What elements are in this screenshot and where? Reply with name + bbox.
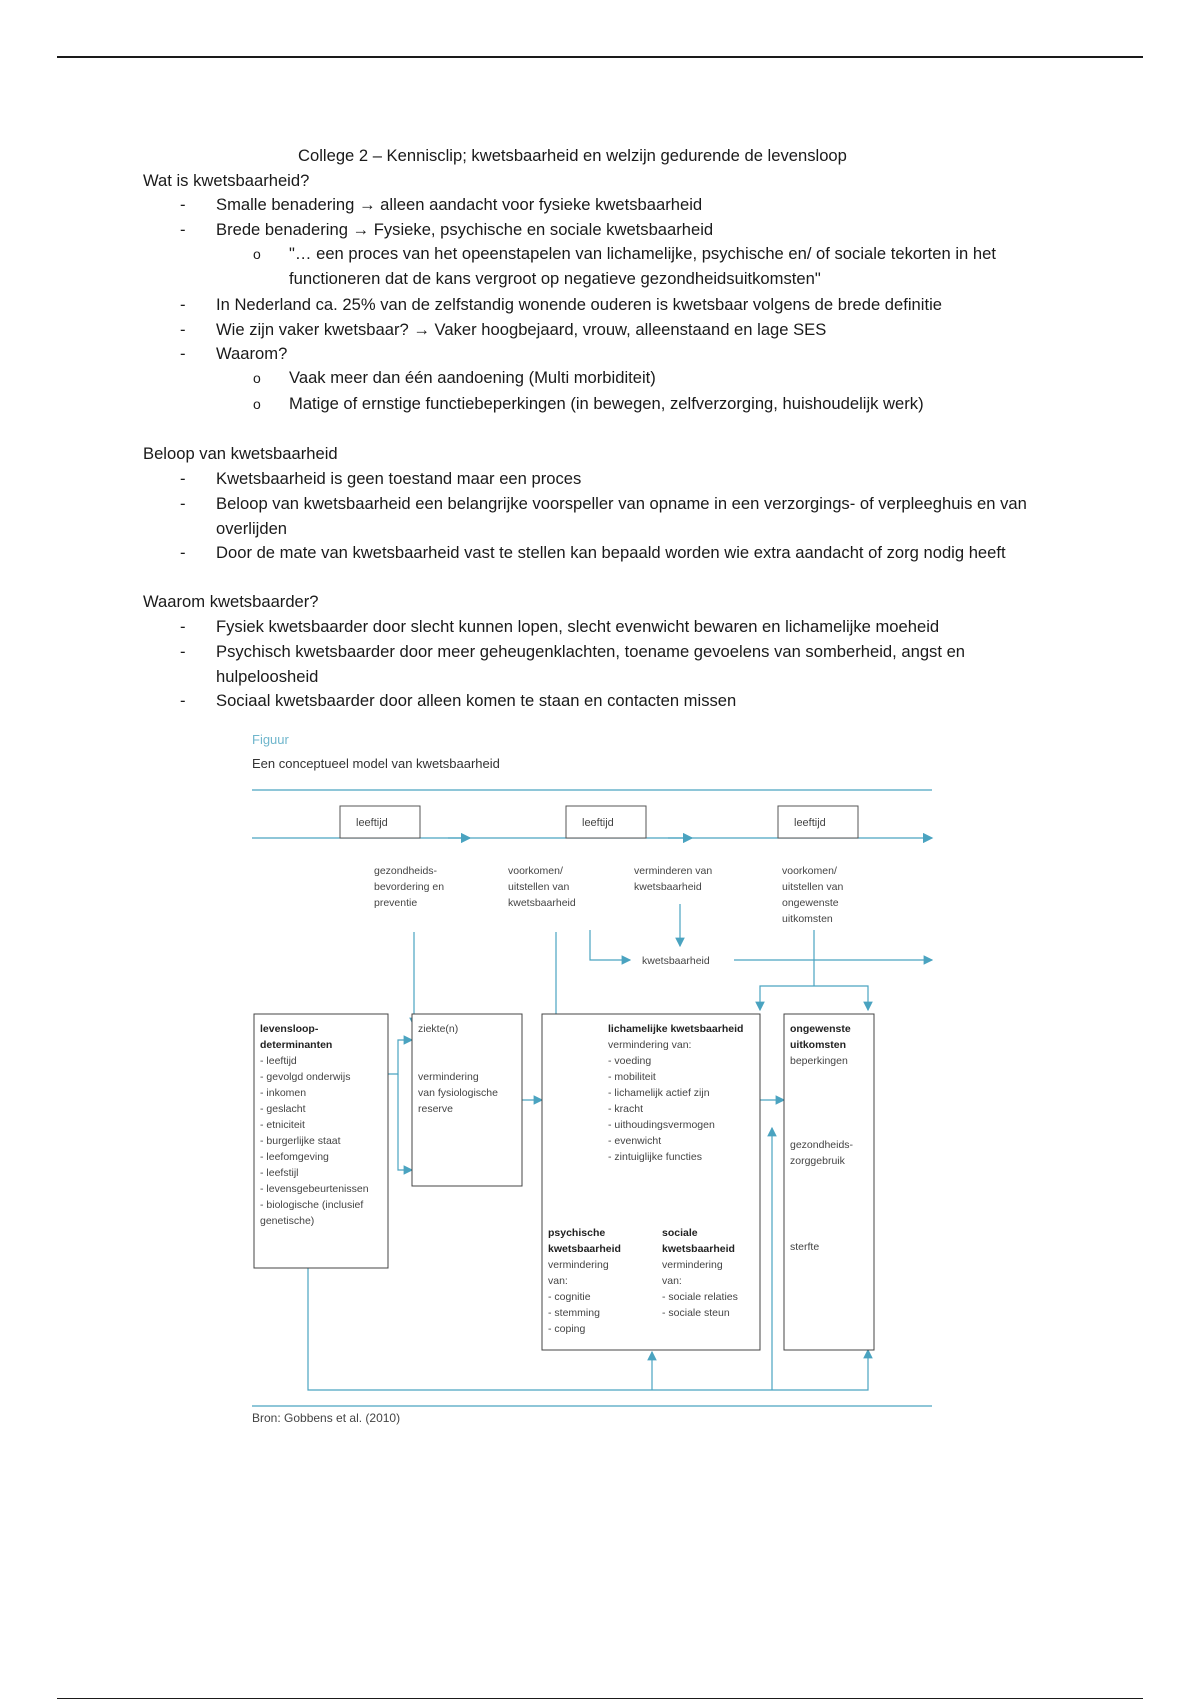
figure-caption: Een conceptueel model van kwetsbaarheid xyxy=(252,756,500,771)
uitkomsten-title-2: uitkomsten xyxy=(790,1039,847,1051)
sociaal-subtitle-2: van: xyxy=(662,1275,682,1287)
sociaal-item: - sociale steun xyxy=(662,1307,730,1319)
arrow-to-kwetsbaarheid xyxy=(590,930,630,960)
intervention-3-line-2: kwetsbaarheid xyxy=(634,881,702,893)
levensloop-title-1: levensloop- xyxy=(260,1023,319,1035)
lichamelijk-subtitle: vermindering van: xyxy=(608,1039,692,1051)
uitkomsten-item: zorggebruik xyxy=(790,1155,845,1167)
figure-label: Figuur xyxy=(252,732,289,747)
box-ziekte xyxy=(412,1014,522,1186)
levensloop-item: - leefstijl xyxy=(260,1167,299,1179)
age-label-3: leeftijd xyxy=(794,817,826,829)
sub-list-item-quote: o "… een proces van het opeenstapelen van lichamelijke, psychische en/ of sociale tekorten in het functioneren dat de kans vergroot op negatieve gezondheidsuitkomsten" xyxy=(253,244,996,288)
list-item: - Kwetsbaarheid is geen toestand maar een proces xyxy=(180,469,582,488)
sociaal-subtitle-1: vermindering xyxy=(662,1259,723,1271)
list-item: - Fysiek kwetsbaarder door slecht kunnen lopen, slecht evenwicht bewaren en lichamelijke moeheid xyxy=(180,617,940,636)
section-heading-2: Beloop van kwetsbaarheid xyxy=(143,444,338,463)
lichamelijk-item: - lichamelijk actief zijn xyxy=(608,1087,710,1099)
intervention-3-line-1: verminderen van xyxy=(634,865,713,877)
levensloop-item: - levensgebeurtenissen xyxy=(260,1183,369,1195)
list-item: - Wie zijn vaker kwetsbaar? → Vaker hoogbejaard, vrouw, alleenstaand en lage SES xyxy=(180,320,827,339)
lichamelijk-title: lichamelijke kwetsbaarheid xyxy=(608,1023,744,1035)
levensloop-item: - inkomen xyxy=(260,1087,307,1099)
uitkomsten-title-1: ongewenste xyxy=(790,1023,851,1035)
levensloop-item: - leefomgeving xyxy=(260,1151,329,1163)
intervention-2-line-3: kwetsbaarheid xyxy=(508,897,576,909)
ziekte-line-1: ziekte(n) xyxy=(418,1023,459,1035)
sociaal-title-1: sociale xyxy=(662,1227,698,1239)
lichamelijk-item: - voeding xyxy=(608,1055,652,1067)
lichamelijk-item: - zintuiglijke functies xyxy=(608,1151,702,1163)
figure-svg xyxy=(248,730,938,1430)
levensloop-item: - burgerlijke staat xyxy=(260,1135,341,1147)
psychisch-subtitle-1: vermindering xyxy=(548,1259,609,1271)
psychisch-title-2: kwetsbaarheid xyxy=(548,1243,621,1255)
levensloop-item: - leeftijd xyxy=(260,1055,297,1067)
sub-list-item: o Vaak meer dan één aandoening (Multi morbiditeit) xyxy=(253,368,656,387)
conceptual-model-figure xyxy=(248,730,938,1430)
section-heading-1: Wat is kwetsbaarheid? xyxy=(143,171,310,190)
lichamelijk-item: - uithoudingsvermogen xyxy=(608,1119,715,1131)
intervention-4-line-4: uitkomsten xyxy=(782,913,833,925)
age-label-2: leeftijd xyxy=(582,817,614,829)
intervention-4-line-2: uitstellen van xyxy=(782,881,844,893)
list-item: - Psychisch kwetsbaarder door meer geheugenklachten, toename gevoelens van somberheid, angst en hulpeloosheid xyxy=(180,642,966,686)
arrow-levensloop-ziekte-2 xyxy=(398,1074,412,1170)
intervention-4-line-1: voorkomen/ xyxy=(782,865,837,877)
intervention-1-line-1: gezondheids- xyxy=(374,865,438,877)
lichamelijk-item: - kracht xyxy=(608,1103,644,1115)
psychisch-item: - stemming xyxy=(548,1307,600,1319)
figure-source: Bron: Gobbens et al. (2010) xyxy=(252,1411,401,1425)
levensloop-item: - geslacht xyxy=(260,1103,306,1115)
uitkomsten-item: beperkingen xyxy=(790,1055,848,1067)
list-item: - Brede benadering → Fysieke, psychische en sociale kwetsbaarheid xyxy=(180,220,714,239)
footer-rule xyxy=(57,1698,1143,1699)
uitkomsten-item: sterfte xyxy=(790,1241,820,1253)
psychisch-title-1: psychische xyxy=(548,1227,606,1239)
intervention-2-line-2: uitstellen van xyxy=(508,881,570,893)
list-item: - Door de mate van kwetsbaarheid vast te stellen kan bepaald worden wie extra aandacht of zorg nodig heeft xyxy=(180,543,1006,562)
intervention-1-line-3: preventie xyxy=(374,897,418,909)
page-title: College 2 – Kennisclip; kwetsbaarheid en welzijn gedurende de levensloop xyxy=(298,146,847,165)
kwetsbaarheid-label: kwetsbaarheid xyxy=(642,955,710,967)
ziekte-line-5: reserve xyxy=(418,1103,454,1115)
levensloop-item: - etniciteit xyxy=(260,1119,305,1131)
age-label-1: leeftijd xyxy=(356,817,388,829)
arrow-to-lichamelijk-top xyxy=(760,986,814,1010)
levensloop-item: - biologische (inclusief xyxy=(260,1199,364,1211)
list-item: - Sociaal kwetsbaarder door alleen komen te staan en contacten missen xyxy=(180,691,737,710)
levensloop-item: - gevolgd onderwijs xyxy=(260,1071,351,1083)
sub-list-item: o Matige of ernstige functiebeperkingen (in bewegen, zelfverzorging, huishoudelijk werk) xyxy=(253,394,924,413)
levensloop-item: genetische) xyxy=(260,1215,315,1227)
levensloop-title-2: determinanten xyxy=(260,1039,333,1051)
intervention-1-line-2: bevordering en xyxy=(374,881,445,893)
psychisch-item: - coping xyxy=(548,1323,586,1335)
ziekte-line-3: vermindering xyxy=(418,1071,479,1083)
sociaal-item: - sociale relaties xyxy=(662,1291,738,1303)
lichamelijk-item: - mobiliteit xyxy=(608,1071,656,1083)
list-item: - Waarom? xyxy=(180,344,288,363)
section-heading-3: Waarom kwetsbaarder? xyxy=(143,592,319,611)
sociaal-title-2: kwetsbaarheid xyxy=(662,1243,735,1255)
psychisch-subtitle-2: van: xyxy=(548,1275,568,1287)
psychisch-item: - cognitie xyxy=(548,1291,591,1303)
intervention-4-line-3: ongewenste xyxy=(782,897,839,909)
list-item: - Smalle benadering → alleen aandacht voor fysieke kwetsbaarheid xyxy=(180,195,703,214)
header-rule xyxy=(57,56,1143,58)
arrow-levensloop-ziekte-1 xyxy=(388,1040,412,1074)
ziekte-line-4: van fysiologische xyxy=(418,1087,498,1099)
list-item: - In Nederland ca. 25% van de zelfstandig wonende ouderen is kwetsbaar volgens de brede definitie xyxy=(180,295,942,314)
uitkomsten-item: gezondheids- xyxy=(790,1139,854,1151)
list-item: - Beloop van kwetsbaarheid een belangrijke voorspeller van opname in een verzorgings- of verpleeghuis en van overlijden xyxy=(180,494,1027,538)
lichamelijk-item: - evenwicht xyxy=(608,1135,662,1147)
arrow-to-uitkomsten-top xyxy=(814,986,868,1010)
intervention-2-line-1: voorkomen/ xyxy=(508,865,563,877)
